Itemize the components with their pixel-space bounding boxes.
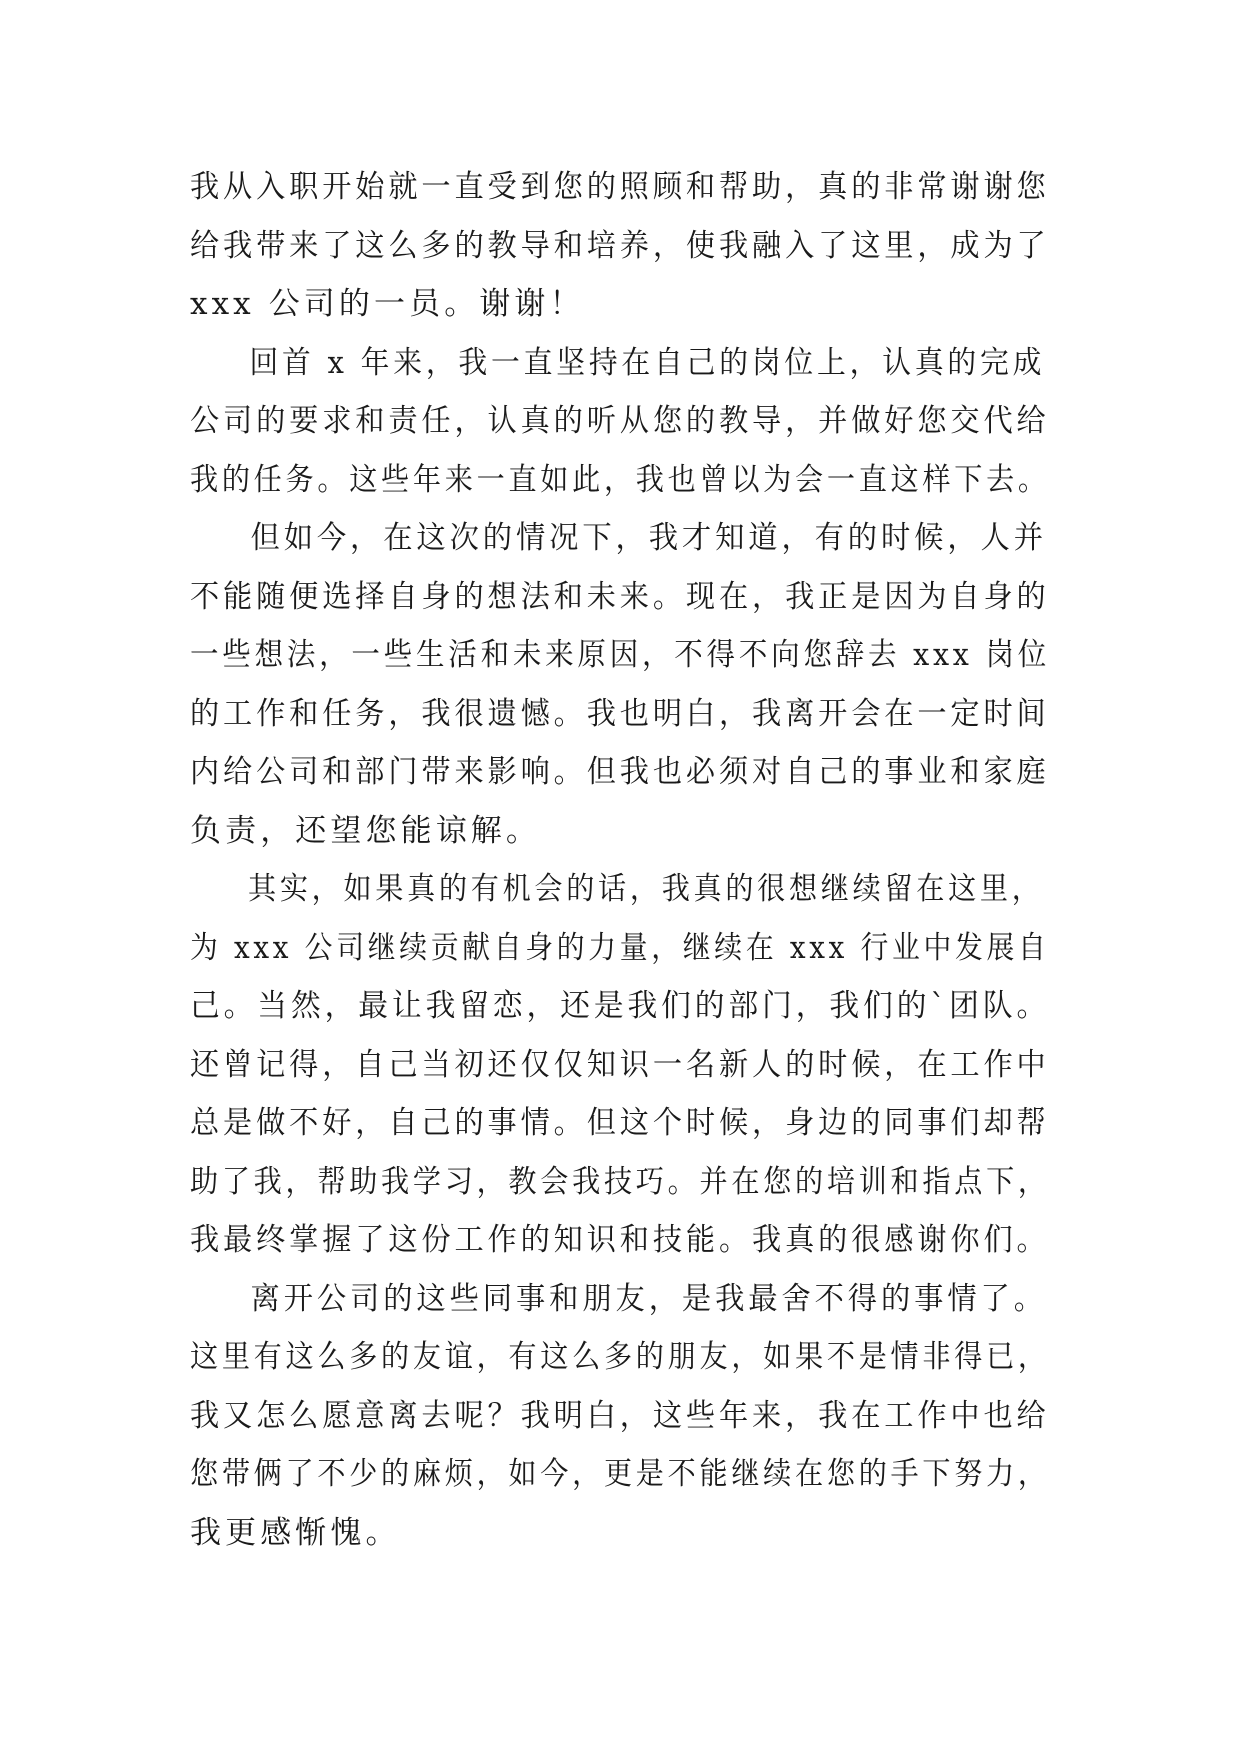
text-line: 总是做不好，自己的事情。但这个时候，身边的同事们却帮 [190, 1105, 1050, 1141]
text-line: 我又怎么愿意离去呢？我明白，这些年来，我在工作中也给 [190, 1397, 1050, 1434]
paragraph-first-line: 其实，如果真的有机会的话，我真的很想继续留在这里， [248, 871, 1044, 907]
text-line: 这里有这么多的友谊，有这么多的朋友，如果不是情非得已， [190, 1339, 1050, 1375]
text-line: 为 xxx 公司继续贡献自身的力量，继续在 xxx 行业中发展自 [190, 929, 1050, 966]
text-line: 己。当然，最让我留恋，还是我们的部门，我们的`团队。 [190, 988, 1051, 1024]
text-line: 我最终掌握了这份工作的知识和技能。我真的很感谢你们。 [190, 1222, 1050, 1258]
text-line: 的工作和任务，我很遗憾。我也明白，我离开会在一定时间 [190, 695, 1050, 732]
text-line: xxx 公司的一员。谢谢！ [190, 286, 585, 322]
text-line: 我的任务。这些年来一直如此，我也曾以为会一直这样下去。 [190, 461, 1050, 498]
text-line: 还曾记得，自己当初还仅仅知识一名新人的时候，在工作中 [190, 1046, 1050, 1083]
text-line: 您带俩了不少的麻烦，如今，更是不能继续在您的手下努力， [190, 1456, 1050, 1492]
letter-body [190, 158, 1050, 1562]
text-line: 负责，还望您能谅解。 [190, 812, 541, 849]
text-line: 公司的要求和责任，认真的听从您的教导，并做好您交代给 [190, 403, 1050, 439]
paragraph-first-line: 离开公司的这些同事和朋友，是我最舍不得的事情了。 [250, 1280, 1047, 1317]
text-line: 我从入职开始就一直受到您的照顾和帮助，真的非常谢谢您 [190, 169, 1050, 205]
text-line: 一些想法，一些生活和未来原因，不得不向您辞去 xxx 岗位 [190, 637, 1051, 673]
text-line: 助了我，帮助我学习，教会我技巧。并在您的培训和指点下， [190, 1163, 1050, 1200]
text-line: 给我带来了这么多的教导和培养，使我融入了这里，成为了 [190, 227, 1050, 264]
text-line: 不能随便选择自身的想法和未来。现在，我正是因为自身的 [190, 578, 1050, 615]
text-line: 内给公司和部门带来影响。但我也必须对自己的事业和家庭 [190, 754, 1050, 790]
text-line: 我更感惭愧。 [190, 1514, 401, 1551]
paragraph-first-line: 但如今，在这次的情况下，我才知道，有的时候，人并 [250, 520, 1047, 556]
paragraph-first-line: 回首 x 年来，我一直坚持在自己的岗位上，认真的完成 [249, 344, 1046, 381]
